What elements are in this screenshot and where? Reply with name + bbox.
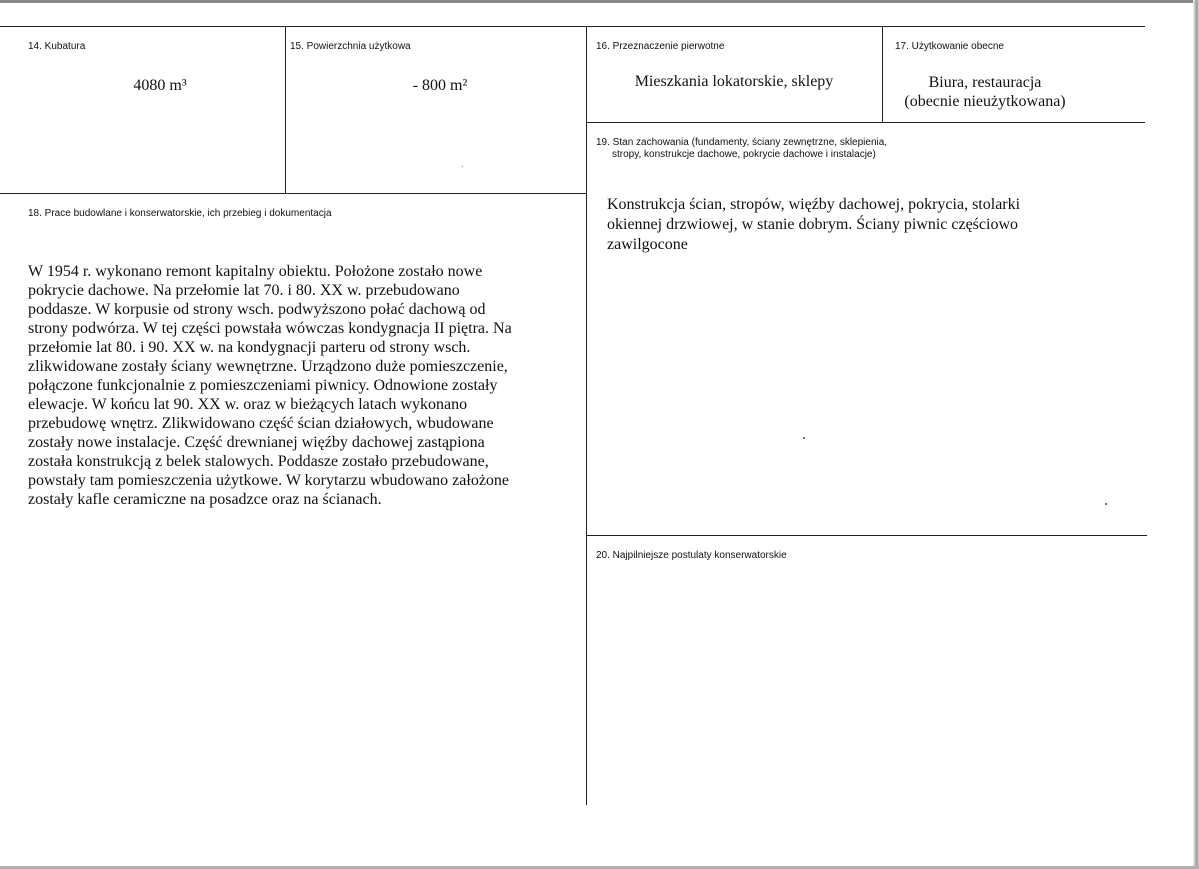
field-15-value: - 800 m²: [412, 77, 468, 94]
scan-speck: [1105, 503, 1107, 505]
field-18-line: zostały kafle ceramiczne na posadzce oraz na ścianach.: [28, 491, 382, 508]
field-19-label-line1: 19. Stan zachowania (fundamenty, ściany zewnętrzne, sklepienia,: [596, 137, 888, 148]
field-19-line: okiennej drzwiowej, w stanie dobrym. Ściany piwnic częściowo: [607, 216, 1018, 233]
field-14-value: 4080 m³: [133, 77, 187, 94]
field-18-line: elewacje. W końcu lat 90. XX w. oraz w bieżących latach wykonano: [28, 396, 468, 413]
field-18-line: zlikwidowane zostały ściany wewnętrzne. Urządzono duże pomieszczenie,: [28, 358, 508, 375]
top-border: [0, 26, 1145, 27]
field-18-line: powstały tam pomieszczenia użytkowe. W korytarzu wbudowano założone: [28, 472, 510, 489]
field-18-line: zostały nowe instalacje. Część drewnianej więźby dachowej zastąpiona: [28, 434, 485, 451]
scan-edge-right: [1193, 0, 1199, 869]
line-under-16-17: [586, 122, 1145, 123]
line-under-14-15: [0, 193, 587, 194]
divider-14-15: [285, 26, 286, 193]
field-17-value-line1: Biura, restauracja: [928, 74, 1042, 91]
field-18-line: przebudowę wnętrz. Zlikwidowano część ścian działowych, wbudowane: [28, 415, 494, 432]
scan-speck: [462, 166, 463, 167]
field-18-line: strony podwórza. W tej części powstała wówczas kondygnacja II piętra. Na: [28, 320, 512, 337]
field-19-line: Konstrukcja ścian, stropów, więźby dachowej, pokrycia, stolarki: [607, 196, 1021, 213]
field-19-label-line2: stropy, konstrukcje dachowe, pokrycie dachowe i instalacje): [612, 149, 876, 160]
field-18-line: połączone funkcjonalnie z pomieszczeniami piwnicy. Odnowione zostały: [28, 377, 498, 394]
field-18-line: W 1954 r. wykonano remont kapitalny obiektu. Położone zostało nowe: [28, 263, 483, 280]
scan-speck: [803, 437, 805, 439]
field-18-line: poddasze. W korpusie od strony wsch. podwyższono połać dachową od: [28, 301, 486, 318]
divider-left-right: [586, 26, 587, 805]
field-19-line: zawilgocone: [607, 236, 688, 253]
field-15-label: 15. Powierzchnia użytkowa: [290, 41, 411, 52]
field-16-value: Mieszkania lokatorskie, sklepy: [634, 73, 834, 90]
field-17-label: 17. Użytkowanie obecne: [895, 41, 1004, 52]
field-20-label: 20. Najpilniejsze postulaty konserwatorskie: [596, 550, 787, 561]
field-17-value-line2: (obecnie nieużytkowana): [904, 93, 1066, 110]
scan-edge-top: [0, 0, 1199, 3]
field-18-line: przełomie lat 80. i 90. XX w. na kondygnacji parteru od strony wsch.: [28, 339, 471, 356]
field-16-label: 16. Przeznaczenie pierwotne: [596, 41, 725, 52]
field-18-line: została konstrukcją z belek stalowych. Poddasze zostało przebudowane,: [28, 453, 489, 470]
line-under-19: [586, 535, 1147, 536]
field-14-label: 14. Kubatura: [28, 41, 86, 52]
field-18-label: 18. Prace budowlane i konserwatorskie, ich przebieg i dokumentacja: [28, 208, 332, 219]
field-18-line: pokrycie dachowe. Na przełomie lat 70. i 80. XX w. przebudowano: [28, 282, 460, 299]
